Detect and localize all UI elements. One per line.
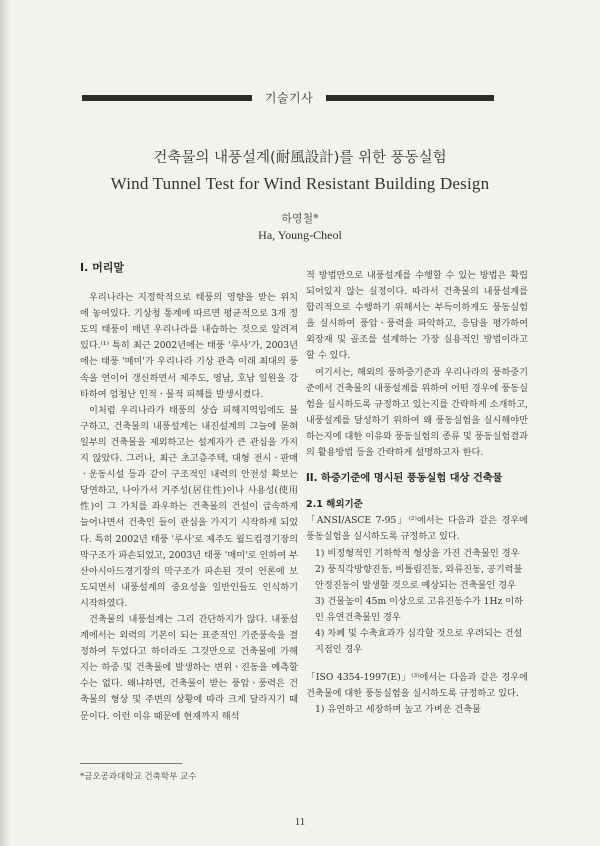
section-label: 기술기사 [264,91,314,105]
right-column [306,268,528,718]
title-english: Wind Tunnel Test for Wind Resistant Building Design [110,174,490,193]
paragraph: 건축물의 내풍설계는 그리 간단하지가 않다. 내풍설계에서는 외력의 기본이 되는 표준적인 기준풍속을 결정하여 두었다고 하더라도 그것만으로 건축물에 가해지는 하중 및 건축물에 발생하는 변위ㆍ진동을 예측할 수는 없다. 왜냐하면, 건축물이 받는 풍압ㆍ풍력은 건축물의 형상 및 주변의 상황에 따라 크게 달라지기 때문이다. 이런 이유 때문에 현재까지 해석 [80,613,298,722]
paragraph: 「ISO 4354-1997(E)」⁽³⁾에서는 다음과 같은 경우에 건축물에 대한 풍동실험을 실시하도록 규정하고 있다. [306,672,528,700]
list-item: 3) 건물높이 45m 이상으로 고유진동수가 1Hz 이하인 유연건축물인 경우 [315,595,524,623]
author-english: Ha, Young-Cheol [258,228,342,242]
title-korean: 건축물의 내풍설계(耐風設計)를 위한 풍동실험 [153,150,447,166]
footnote: *금오공과대학교 건축학부 교수 [80,772,197,782]
list-item: 4) 차폐 및 수축효과가 심각할 것으로 우려되는 건설지점인 경우 [315,627,523,656]
section-header [82,91,494,105]
paragraph: 우리나라는 지정학적으로 태풍의 영향을 받는 위치에 놓여있다. 기상청 통계에 따르면 평균적으로 3개 정도의 태풍이 매년 우리나라를 내습하는 것으로 알려져 있다.⁽¹⁾ 특히 최근 2002년에는 태풍 '루사'가, 2003년에는 태풍 '매미'가 우리나라 기상 관측 이래 최대의 풍속을 연이어 갱신하면서 제주도, 영남, 호남 일원을 강타하여 엄청난 인적ㆍ물적 피해를 발생시켰다. [80,292,298,400]
author-korean: 하영철* [281,212,319,225]
list-item: 1) 비정형적인 기하학적 형상을 가진 건축물인 경우 [315,547,520,559]
section-heading-wind-tunnel: II. 하중기준에 명시된 풍동실험 대상 건축물 [306,473,503,485]
list-item: 2) 풍직각방향진동, 비틀림진동, 와류진동, 공기력불안정진동이 발생할 것으로 예상되는 건축물인 경우 [315,563,523,591]
footnote-rule [80,763,182,764]
subsection-heading: 2.1 해외기준 [306,499,363,511]
scan-edge-shadow [0,0,10,846]
paragraph: 이처럼 우리나라가 태풍의 상습 피해지역임에도 불구하고, 건축물의 내풍설계는 내진설계의 그늘에 묻혀 일부의 건축물을 제외하고는 설계자가 큰 관심을 가지지 않았다. 그러나, 최근 초고층주택, 대형 전시ㆍ판매ㆍ운동시설 등과 같이 구조적인 내력의 안전성 확보는 당연하고, 나아가서 거주성(居住性)이나 사용성(使用性)이 그 가치를 좌우하는 건축물의 건설이 급속하게 늘어나면서 건축인 들이 관심을 가지기 시작하게 되었다. 특히 2002년 태풍 '루사'로 제주도 월드컵경기장의 막구조가 파손되었고, 2003년 태풍 '매미'로 인하여 부산아시아드경기장의 막구조가 파손된 것이 언론에 보도되면서 내풍설계의 중요성을 일반인들도 인식하기 시작하였다. [80,404,298,609]
paragraph: 여기서는, 해외의 풍하중기준과 우리나라의 풍하중기준에서 건축물의 내풍설계를 위하여 어떤 경우에 풍동실험을 실시하도록 규정하고 있는지를 간략하게 소개하고, 내풍설계를 달성하기 위하여 왜 풍동실험을 실시해야만 하는지에 대한 이유와 풍동실험의 종류 및 풍동실험결과의 활용방법 등을 간략하게 설명하고자 한다. [306,366,528,459]
header-rule-left [82,95,252,101]
paragraph: 「ANSI/ASCE 7-95」⁽²⁾에서는 다음과 같은 경우에 풍동실험을 실시하도록 규정하고 있다. [306,515,528,543]
spacer [306,658,528,670]
header-rule-right [326,95,494,101]
list-item: 1) 유연하고 세장하며 높고 가벼운 건축물 [315,704,482,716]
left-column [80,260,298,725]
paragraph: 적 방법만으로 내풍설계를 수행할 수 있는 방법은 확립되어있지 않는 실정이다. 따라서 건축물의 내풍설계를 합리적으로 수행하기 위해서는 부득이하게도 풍동실험을 실시하여 풍압ㆍ풍력을 파악하고, 응답을 평가하여 외장재 및 골조를 설계하는 가장 실용적인 방법이라고 할 수 있다. [306,270,528,362]
page-number: 11 [294,816,306,828]
section-heading-intro: I. 머리말 [80,261,124,274]
